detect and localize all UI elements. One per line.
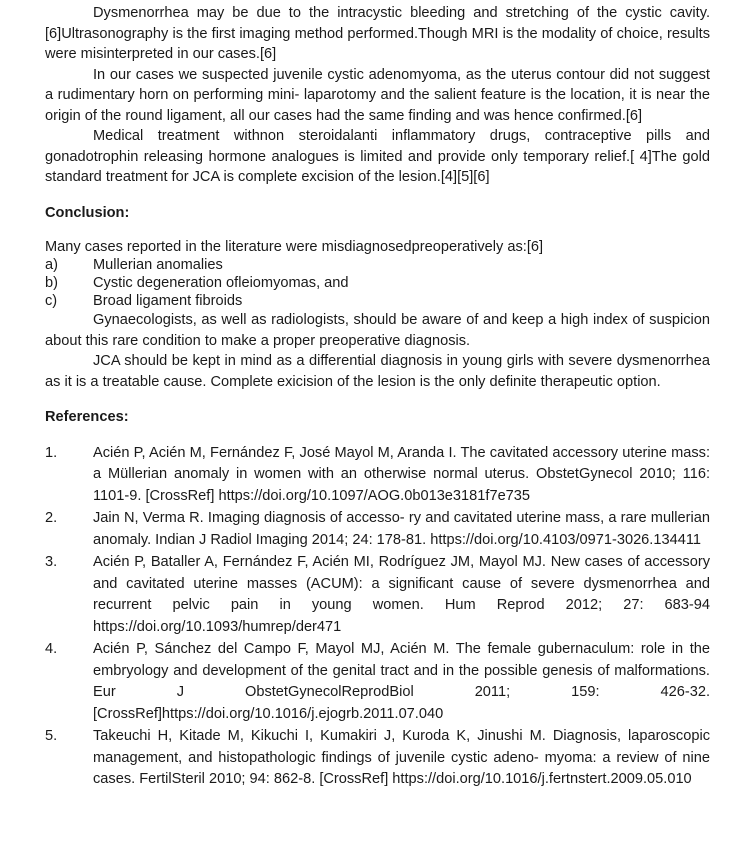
reference-number: 1. xyxy=(45,444,58,461)
body-paragraph-3: Medical treatment withnon steroidalanti inflammatory drugs, contraceptive pills and gonadotrophin releasing hormone analogues is limited and provide only temporary relief.[ 4]The gold standard treatment for JCA is complete excision of the lesion.[4][5][6] xyxy=(45,128,710,185)
list-marker: c) xyxy=(45,293,58,309)
list-marker: a) xyxy=(45,257,58,273)
list-item-text: Cystic degeneration ofleiomyomas, and xyxy=(93,275,349,291)
references-list xyxy=(45,443,710,791)
list-item xyxy=(45,292,710,310)
reference-item xyxy=(45,639,710,725)
list-item xyxy=(45,274,710,292)
reference-item xyxy=(45,443,710,508)
article-page xyxy=(45,3,710,792)
list-marker: b) xyxy=(45,275,58,291)
conclusion-paragraph-1: Gynaecologists, as well as radiologists, should be aware of and keep a high index of suspicion about this rare condition to make a proper preoperative diagnosis. xyxy=(45,312,710,349)
reference-text: Jain N, Verma R. Imaging diagnosis of accesso- ry and cavitated uterine mass, a rare mullerian anomaly. Indian J Radiol Imaging 2014; 24: 178-81. https://doi.org/10.4103/0971-3026.134411 xyxy=(93,510,710,548)
reference-number: 5. xyxy=(45,728,58,744)
list-item xyxy=(45,256,710,274)
reference-number: 2. xyxy=(45,510,58,526)
reference-text: Acién P, Bataller A, Fernández F, Acién MI, Rodríguez JM, Mayol MJ. New cases of accessory and cavitated uterine masses (ACUM): a significant cause of severe dysmenorrhea and recurrent pelvic pain in young women. Hum Reprod 2012; 27: 683-94 https://doi.org/10.1093/humrep/der471 xyxy=(93,554,710,635)
conclusion-paragraph-2: JCA should be kept in mind as a differential diagnosis in young girls with severe dysmenorrhea as it is a treatable cause. Complete exicision of the lesion is the only definite therapeutic option. xyxy=(45,353,710,390)
reference-text: Acién P, Sánchez del Campo F, Mayol MJ, Acién M. The female gubernaculum: role in the embryology and development of the genital tract and in the possible genesis of malformations. Eur J ObstetGynecolReprodBiol 2011; 159: 426-32. [CrossRef]https://doi.org/10.1016/j.ejogrb.2011.07.040 xyxy=(93,641,710,722)
references-heading: References: xyxy=(45,409,129,425)
conclusion-heading: Conclusion: xyxy=(45,204,130,221)
reference-text: Takeuchi H, Kitade M, Kikuchi I, Kumakiri J, Kuroda K, Jinushi M. Diagnosis, laparoscopic management, and histopathologic findings of juvenile cystic adeno- myoma: a review of nine cases. FertilSteril 2010; 94: 862-8. [CrossRef] https://doi.org/10.1016/j.fertnstert.2009.05.010 xyxy=(93,728,710,787)
conclusion-intro: Many cases reported in the literature were misdiagnosedpreoperatively as:[6] xyxy=(45,239,544,255)
list-item-text: Broad ligament fibroids xyxy=(93,293,243,309)
reference-item xyxy=(45,726,710,791)
reference-item xyxy=(45,508,710,551)
list-item-text: Mullerian anomalies xyxy=(93,257,223,273)
reference-number: 3. xyxy=(45,554,58,570)
misdiagnosis-list xyxy=(45,256,710,310)
body-paragraph-1: Dysmenorrhea may be due to the intracystic bleeding and stretching of the cystic cavity.[6]Ultrasonography is the first imaging method performed.Though MRI is the modality of choice, results were misinterpreted in our cases.[6] xyxy=(45,5,710,62)
reference-text: Acién P, Acién M, Fernández F, José Mayol M, Aranda I. The cavitated accessory uterine mass: a Müllerian anomaly in women with an otherwise normal uterus. ObstetGynecol 2010; 116: 1101-9. [CrossRef] https://doi.org/10.1097/AOG.0b013e3181f7e735 xyxy=(93,444,710,504)
reference-item xyxy=(45,552,710,638)
body-paragraph-2: In our cases we suspected juvenile cystic adenomyoma, as the uterus contour did not suggest a rudimentary horn on performing mini- laparotomy and the salient feature is the location, it is near the origin of the round ligament, all our cases had the same finding and was hence confirmed.[6] xyxy=(45,66,710,124)
reference-number: 4. xyxy=(45,641,58,657)
